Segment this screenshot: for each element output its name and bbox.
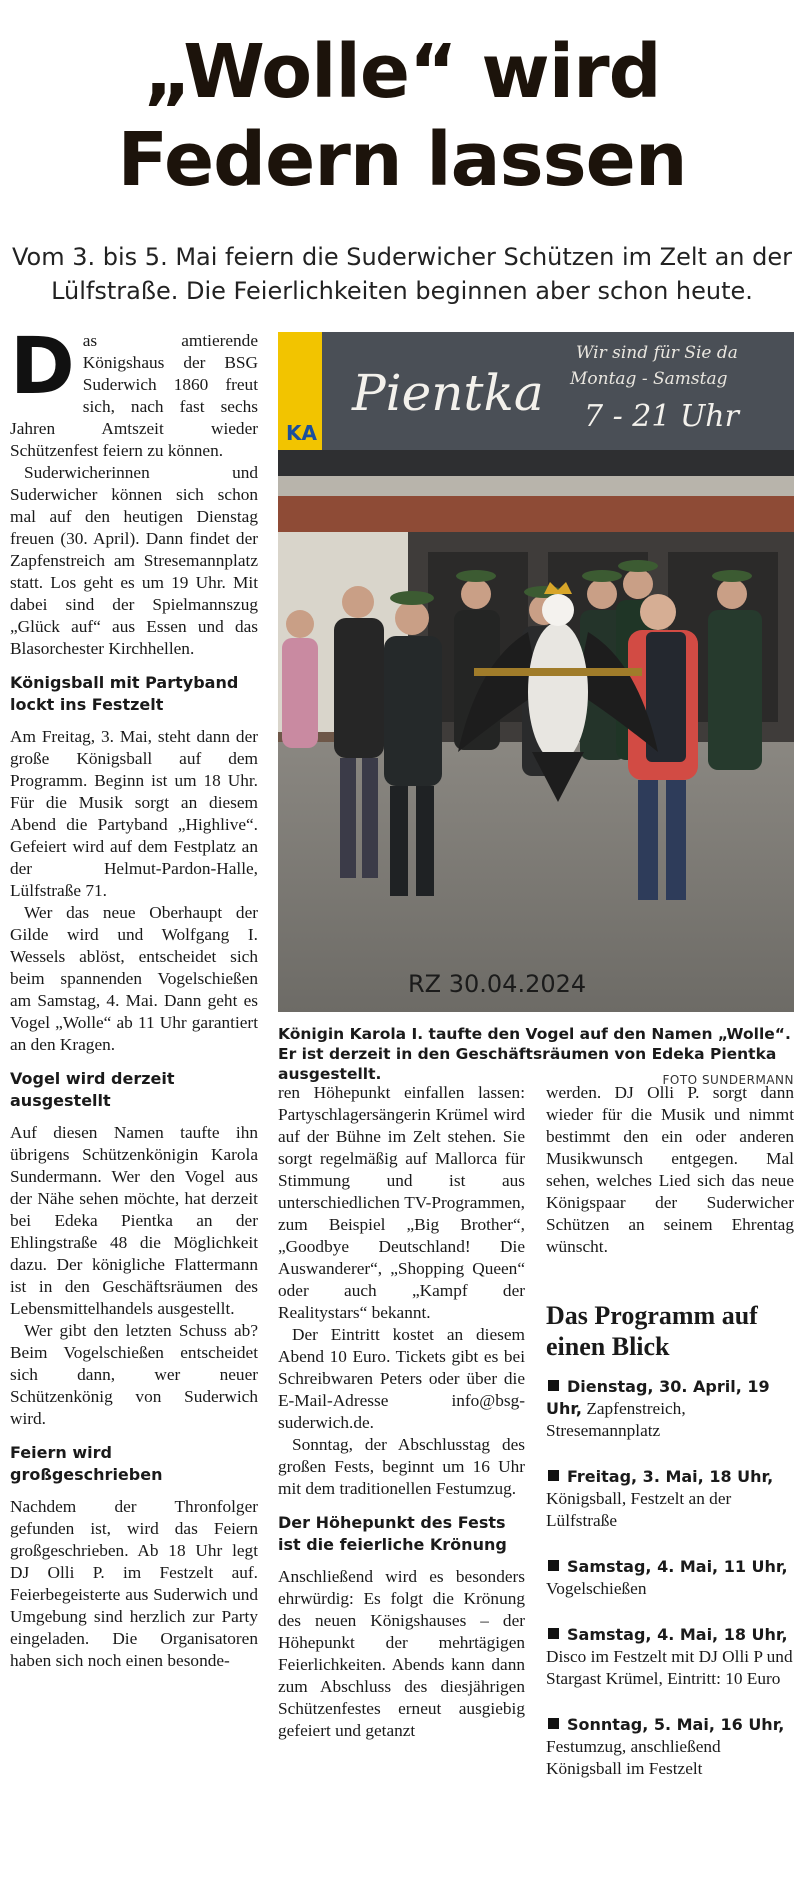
article-photo xyxy=(278,332,794,1012)
program-item xyxy=(546,1624,794,1690)
program-item-text: Königsball, Festzelt an der Lülfstraße xyxy=(546,1489,732,1530)
program-item-date: Samstag, 4. Mai, 18 Uhr, xyxy=(567,1625,788,1644)
program-item xyxy=(546,1714,794,1780)
program-item-date: Sonntag, 5. Mai, 16 Uhr, xyxy=(567,1715,785,1734)
photo-caption: Königin Karola I. taufte den Vogel auf den Namen „Wolle“. Er ist derzeit in den Geschäftsräumen von Edeka Pientka ausgestellt. xyxy=(278,1025,791,1083)
program-item xyxy=(546,1466,794,1532)
banner-line-1: Wir sind für Sie da xyxy=(576,343,738,363)
paragraph: as amtierende Königshaus der BSG Suderwich 1860 freut sich, nach fast sechs Jahren Amtszeit wieder Schützenfest feiern zu können. xyxy=(10,331,258,460)
program-item-date: Freitag, 3. Mai, 18 Uhr, xyxy=(567,1467,774,1486)
square-bullet-icon xyxy=(548,1628,559,1639)
store-logo-text: KA xyxy=(286,421,317,445)
square-bullet-icon xyxy=(548,1560,559,1571)
program-item-date: Dienstag, 30. April, 19 Uhr, xyxy=(546,1377,770,1418)
program-item-date: Samstag, 4. Mai, 11 Uhr, xyxy=(567,1557,788,1576)
paragraph: Wer das neue Oberhaupt der Gilde wird und Wolfgang I. Wessels ablöst, entscheidet sich beim spannenden Vogelschießen am Samstag, 4. Mai. Dann geht es Vogel „Wolle“ ab 11 Uhr garantiert an den Kragen. xyxy=(10,903,258,1054)
subheading: Vogel wird derzeit ausgestellt xyxy=(10,1069,175,1110)
photo-illustration xyxy=(278,332,794,1012)
subheadline: Vom 3. bis 5. Mai feiern die Suderwicher Schützen im Zelt an der Lülfstraße. Die Feierlichkeiten beginnen aber schon heute. xyxy=(11,243,793,305)
drop-cap: D xyxy=(10,322,75,412)
paragraph: Anschließend wird es besonders ehrwürdig: Es folgt die Krönung des neuen Königshauses – der Höhepunkt der mehrtägigen Feierlichkeiten. Abends kann dann zum Abschluss des diesjährigen Schützenfestes erneut ausgiebig gefeiert und getanzt xyxy=(278,1567,525,1740)
paragraph: werden. DJ Olli P. sorgt dann wieder für die Musik und nimmt bestimmt den ein oder anderen Musikwunsch entgegen. Mal sehen, welches Lied sich das neue Königspaar der Suderwicher Schützen an seinem Ehrentag wünscht. xyxy=(546,1083,794,1256)
square-bullet-icon xyxy=(548,1380,559,1391)
photo-date-stamp: RZ 30.04.2024 xyxy=(408,970,587,998)
subheading: Feiern wird großgeschrieben xyxy=(10,1443,163,1484)
paragraph: Nachdem der Thronfolger gefunden ist, wird das Feiern großgeschrieben. Ab 18 Uhr legt DJ Olli P. im Festzelt auf. Feierbegeisterte aus Suderwich und Umgebung sind herzlich zur Party eingeladen. Die Organisatoren haben sich noch einen besonde- xyxy=(10,1497,258,1670)
program-title: Das Programm auf einen Blick xyxy=(546,1301,758,1361)
banner-line-3: 7 - 21 Uhr xyxy=(584,399,739,434)
paragraph: Sonntag, der Abschlusstag des großen Fests, beginnt um 16 Uhr mit dem traditionellen Festumzug. xyxy=(278,1435,525,1498)
program-item-text: Zapfenstreich, Stresemannplatz xyxy=(546,1399,686,1440)
paragraph: Auf diesen Namen taufte ihn übrigens Schützenkönigin Karola Sundermann. Wer den Vogel aus der Nähe sehen möchte, hat derzeit bei Edeka Pientka an der Ehlingstraße 48 die Möglichkeit dazu. Der königliche Flattermann ist in den Geschäftsräumen des Lebensmittelhandels ausgestellt. xyxy=(10,1123,258,1318)
banner-line-2: Montag - Samstag xyxy=(570,369,728,389)
square-bullet-icon xyxy=(548,1470,559,1481)
article-column-2 xyxy=(278,1082,525,1742)
paragraph: Suderwicherinnen und Suderwicher können sich schon mal auf den heutigen Dienstag freuen (30. April). Dann findet der Zapfenstreich am Stresemannplatz statt. Los geht es um 19 Uhr. Mit dabei sind der Spielmannszug „Glück auf“ aus Essen und das Blasorchester Kirchhellen. xyxy=(10,463,258,658)
article-column-1 xyxy=(10,322,258,1672)
paragraph: Der Eintritt kostet an diesem Abend 10 Euro. Tickets gibt es bei Schreibwaren Peters oder über die E-Mail-Adresse info@bsg-suderwich.de. xyxy=(278,1325,525,1432)
paragraph: Am Freitag, 3. Mai, steht dann der große Königsball auf dem Programm. Beginn ist um 18 Uhr. Für die Musik sorgt an diesem Abend die Partyband „Highlive“. Gefeiert wird auf dem Festplatz an der Helmut-Pardon-Halle, Lülfstraße 71. xyxy=(10,727,258,900)
article-column-3 xyxy=(546,1082,794,1804)
photo-credit: FOTO SUNDERMANN xyxy=(662,1073,794,1087)
program-item xyxy=(546,1376,794,1442)
headline-line-1: „Wolle“ wird xyxy=(143,29,661,115)
paragraph: ren Höhepunkt einfallen lassen: Partyschlagersängerin Krümel wird auf der Bühne im Zelt stehen. Sie sorgt regelmäßig auf Mallorca für Stimmung und ist aus unterschiedlichen TV-Programmen, zum Beispiel „Big Brother“, „Goodbye Deutschland! Die Auswanderer“, „Shopping Queen“ oder auch „Kampf der Realitystars“ bekannt. xyxy=(278,1083,525,1322)
program-item xyxy=(546,1556,794,1600)
headline xyxy=(0,28,804,204)
program-item-text: Disco im Festzelt mit DJ Olli P und Stargast Krümel, Eintritt: 10 Euro xyxy=(546,1647,793,1688)
headline-line-2: Federn lassen xyxy=(117,117,687,203)
program-list xyxy=(546,1376,794,1780)
square-bullet-icon xyxy=(548,1718,559,1729)
store-sign-text: Pientka xyxy=(352,364,544,422)
subheading: Der Höhepunkt des Fests ist die feierliche Krönung xyxy=(278,1513,507,1554)
program-item-text: Vogelschießen xyxy=(546,1579,647,1598)
paragraph: Wer gibt den letzten Schuss ab? Beim Vogelschießen entscheidet sich dann, wer neuer Schützenkönig von Suderwich wird. xyxy=(10,1321,258,1428)
program-item-text: Festumzug, anschließend Königsball im Festzelt xyxy=(546,1737,721,1778)
subheading: Königsball mit Partyband lockt ins Festzelt xyxy=(10,673,239,714)
